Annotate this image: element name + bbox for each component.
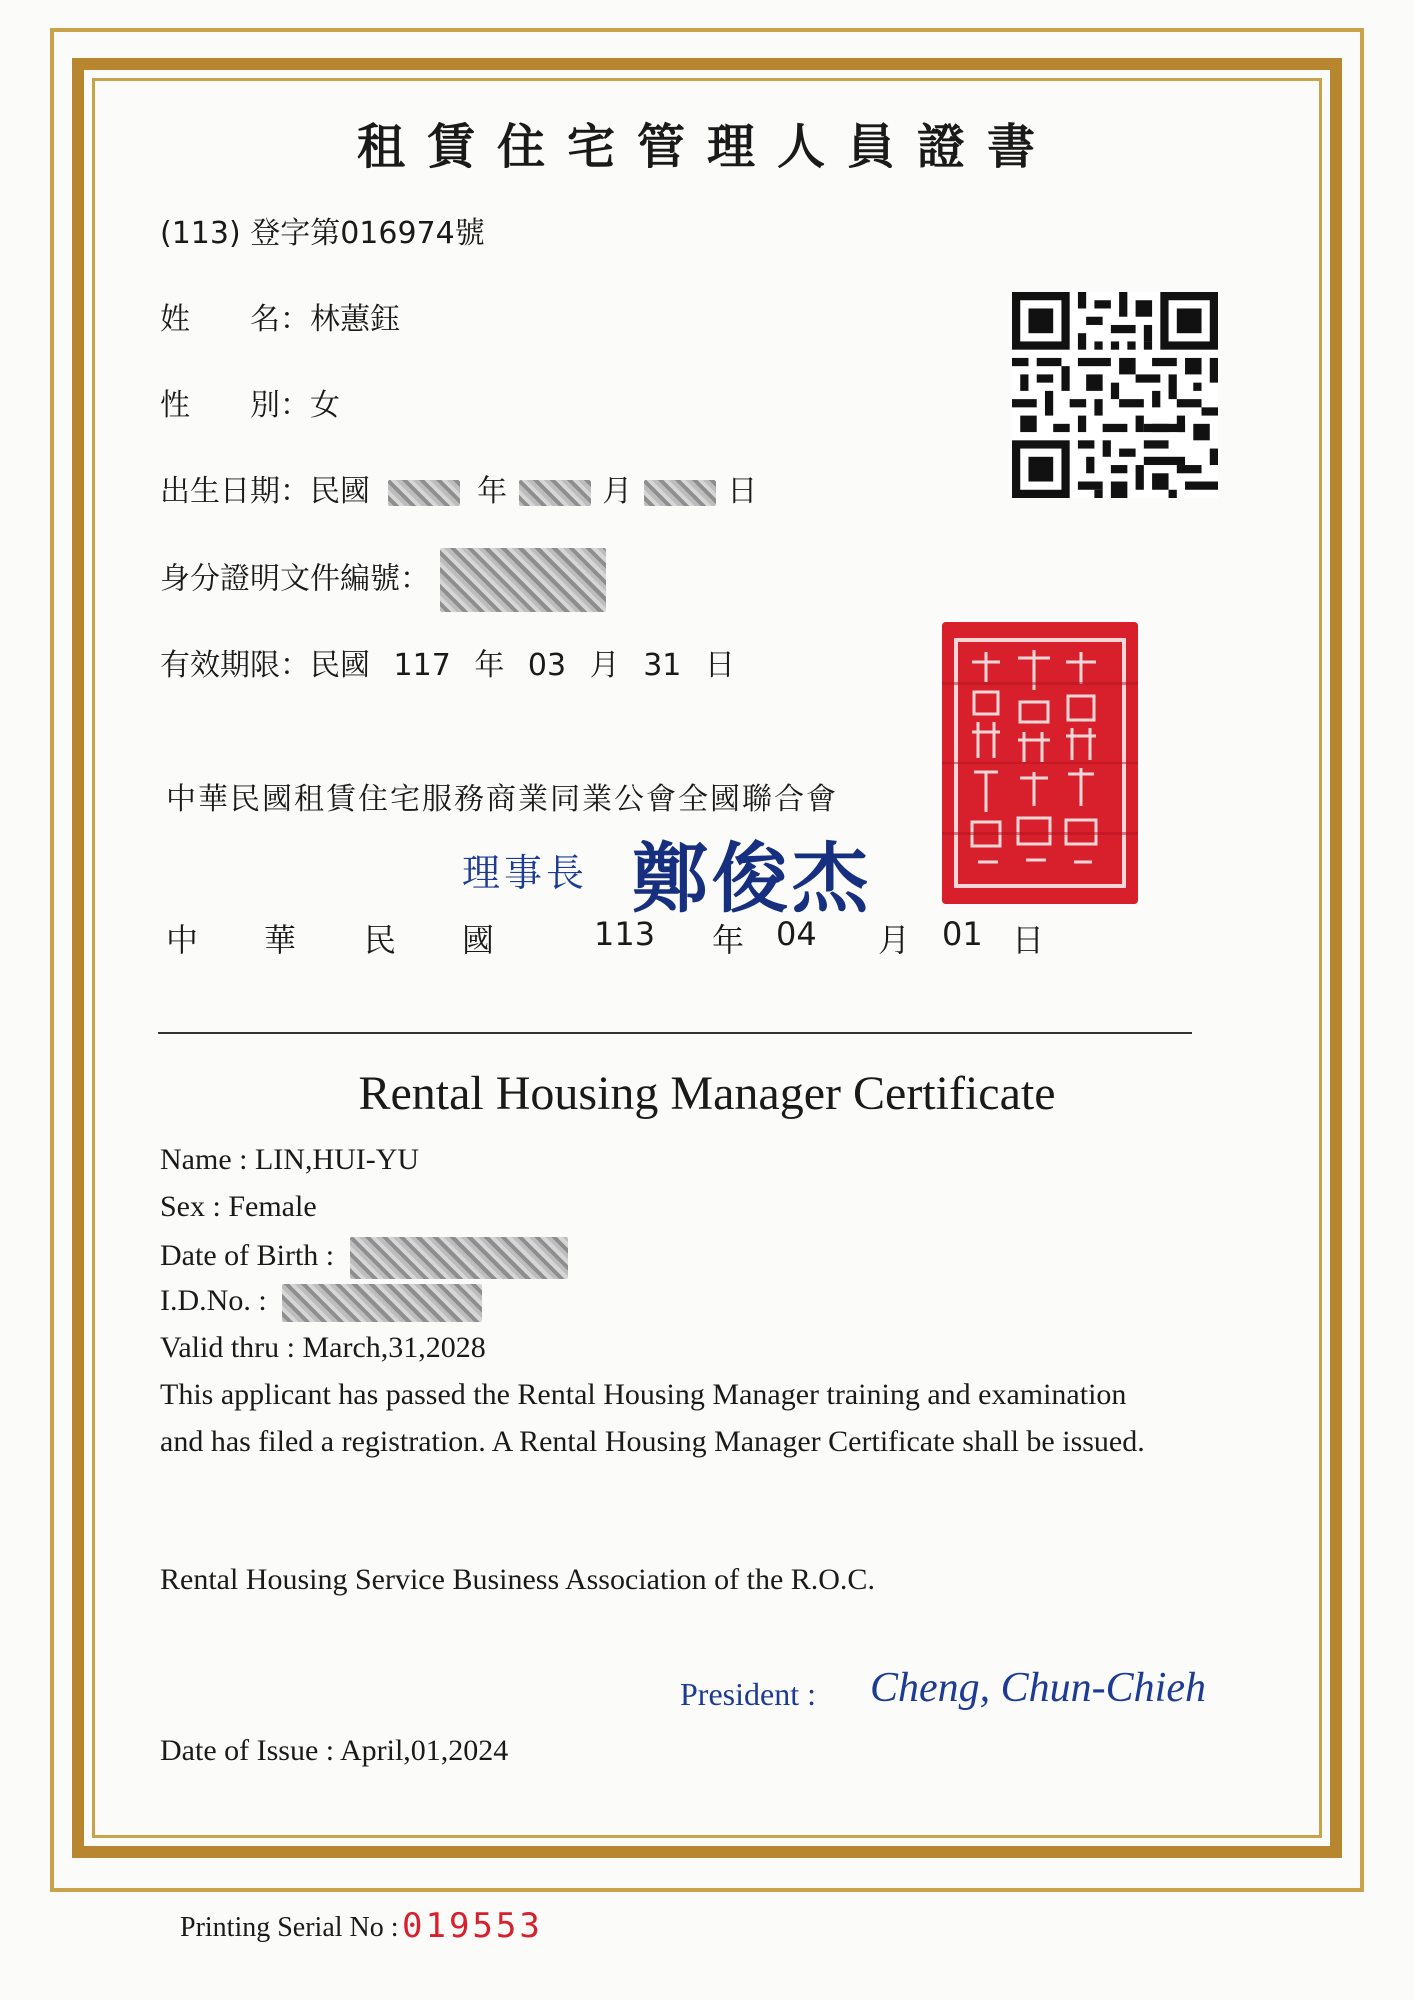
birth-day-unit: 日 <box>727 474 758 509</box>
name-value-zh: 林蕙鈺 <box>310 302 400 337</box>
section-divider <box>158 1032 1192 1034</box>
dob-label-en: Date of Birth : <box>160 1238 335 1272</box>
issue-year: 113 <box>594 915 656 953</box>
valid-thru-en: Valid thru : March,31,2028 <box>160 1331 486 1364</box>
certificate-title-en: Rental Housing Manager Certificate <box>358 1067 1056 1120</box>
redacted-id-en <box>282 1284 482 1322</box>
statement-line-1: This applicant has passed the Rental Housing Manager training and examination <box>160 1378 1127 1411</box>
date-char-4: 國 <box>462 921 495 959</box>
redacted-birth-month <box>519 480 591 506</box>
date-char-2: 華 <box>264 921 297 959</box>
issue-month: 04 <box>776 915 817 953</box>
valid-label-zh: 有效期限：民國 <box>160 648 370 683</box>
redacted-birth-day <box>644 480 716 506</box>
id-field-zh <box>160 548 606 612</box>
printing-serial-label: Printing Serial No : <box>180 1912 399 1943</box>
president-label-zh: 理事長 <box>462 851 589 895</box>
id-label-zh: 身分證明文件編號： <box>160 561 430 597</box>
birth-field-zh <box>160 466 757 510</box>
valid-day: 31 <box>643 648 682 683</box>
official-seal <box>942 622 1138 904</box>
printing-serial-number: 019553 <box>402 1906 543 1946</box>
name-field-en: Name : LIN,HUI-YU <box>160 1143 420 1176</box>
valid-month-unit: 月 <box>589 648 620 683</box>
president-signature-en: Cheng, Chun-Chieh <box>870 1665 1206 1711</box>
redacted-dob-en <box>350 1237 568 1279</box>
valid-month: 03 <box>527 648 567 683</box>
birth-label-zh: 出生日期：民國 <box>160 474 370 509</box>
date-char-1: 中 <box>166 921 199 959</box>
dob-field-en <box>160 1237 568 1279</box>
statement-line-2: and has filed a registration. A Rental Housing Manager Certificate shall be issued. <box>160 1425 1145 1458</box>
association-name-zh: 中華民國租賃住宅服務商業同業公會全國聯合會 <box>166 782 838 817</box>
valid-field-zh <box>160 640 735 684</box>
sex-label-zh: 性 別： <box>160 388 310 423</box>
sex-field-en: Sex : Female <box>160 1190 317 1223</box>
redacted-birth-year <box>388 480 460 506</box>
name-field-zh <box>160 294 400 338</box>
valid-day-unit: 日 <box>704 648 735 683</box>
issue-day: 01 <box>942 915 983 953</box>
birth-year-unit: 年 <box>477 474 508 509</box>
date-char-3: 民 <box>364 921 397 959</box>
birth-month-unit: 月 <box>602 474 633 509</box>
issue-year-unit: 年 <box>712 921 745 959</box>
president-signature-zh: 鄭俊杰 <box>632 834 872 923</box>
redacted-id-number-zh <box>440 548 606 612</box>
president-label-en: President : <box>680 1676 816 1712</box>
id-field-en <box>160 1284 482 1322</box>
qr-code <box>1012 292 1218 498</box>
date-of-issue-en: Date of Issue : April,01,2024 <box>160 1734 509 1767</box>
name-label-zh: 姓 名： <box>160 302 310 337</box>
valid-year-unit: 年 <box>474 648 505 683</box>
association-name-en: Rental Housing Service Business Association of the R.O.C. <box>160 1563 875 1596</box>
id-label-en: I.D.No. : <box>160 1284 267 1317</box>
valid-year: 117 <box>393 648 451 683</box>
issue-month-unit: 月 <box>878 921 911 959</box>
sex-value-zh: 女 <box>310 388 340 423</box>
certificate-title-zh: 租賃住宅管理人員證書 <box>356 119 1057 175</box>
sex-field-zh <box>160 380 340 424</box>
registration-number: (113) 登字第016974號 <box>160 216 485 251</box>
issue-day-unit: 日 <box>1012 921 1045 959</box>
